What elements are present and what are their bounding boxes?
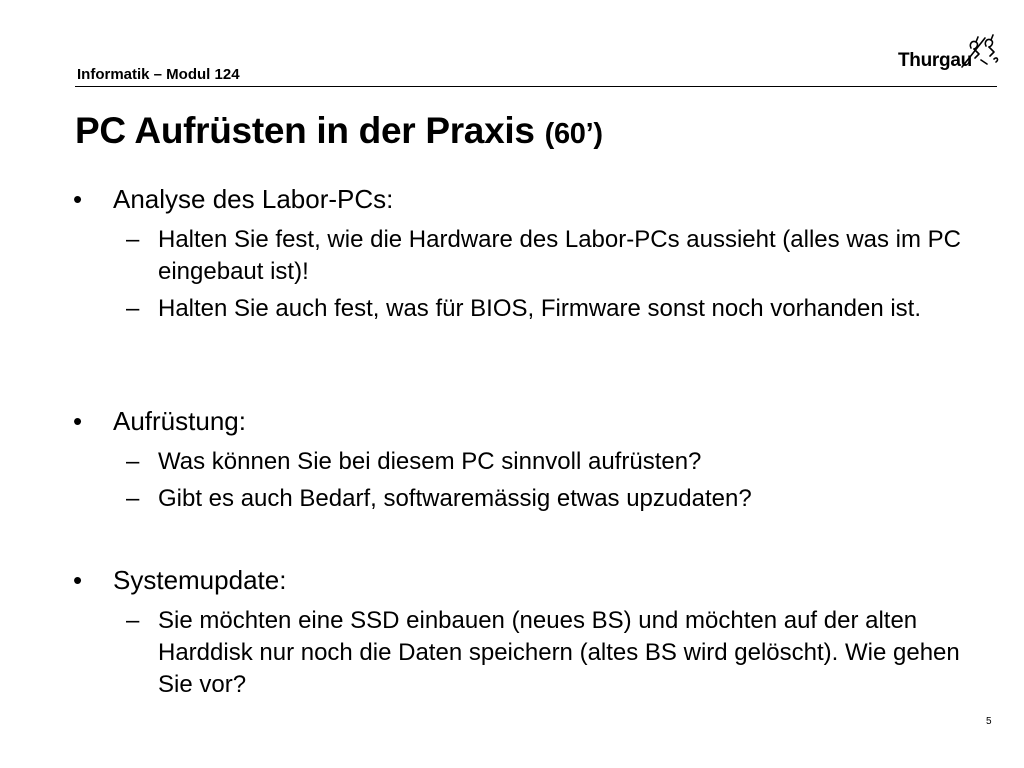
dash-marker: – <box>126 226 140 253</box>
header-module-label: Informatik – Modul 124 <box>77 66 240 83</box>
bullet-marker: • <box>73 184 83 214</box>
page-title <box>75 110 603 152</box>
section-heading: Systemupdate: <box>113 565 287 595</box>
list-item: Halten Sie auch fest, was für BIOS, Firmware sonst noch vorhanden ist. <box>158 295 922 322</box>
section-heading: Aufrüstung: <box>113 406 246 436</box>
logo-text: Thurgau <box>898 50 972 71</box>
bullet-marker: • <box>73 565 83 595</box>
header-divider <box>75 86 997 87</box>
dash-marker: – <box>126 607 140 634</box>
page-number: 5 <box>986 716 992 727</box>
section-heading: Analyse des Labor-PCs: <box>113 184 394 214</box>
lions-coat-of-arms-icon <box>959 34 1001 70</box>
list-item: Halten Sie fest, wie die Hardware des Labor-PCs aussieht (alles was im PC eingebaut ist)! <box>158 226 962 285</box>
list-item: Gibt es auch Bedarf, softwaremässig etwas upzudaten? <box>158 485 752 512</box>
title-main: PC Aufrüsten in der Praxis <box>75 110 535 151</box>
bullet-marker: • <box>73 406 83 436</box>
dash-marker: – <box>126 485 140 512</box>
list-item: Sie möchten eine SSD einbauen (neues BS) und möchten auf der alten Harddisk nur noch die Daten speichern (altes BS wird gelöscht). Wie gehen Sie vor? <box>158 607 960 698</box>
thurgau-logo <box>898 34 1002 74</box>
dash-marker: – <box>126 295 140 322</box>
list-item: Was können Sie bei diesem PC sinnvoll aufrüsten? <box>158 448 702 475</box>
dash-marker: – <box>126 448 140 475</box>
title-duration: (60’) <box>544 118 603 150</box>
